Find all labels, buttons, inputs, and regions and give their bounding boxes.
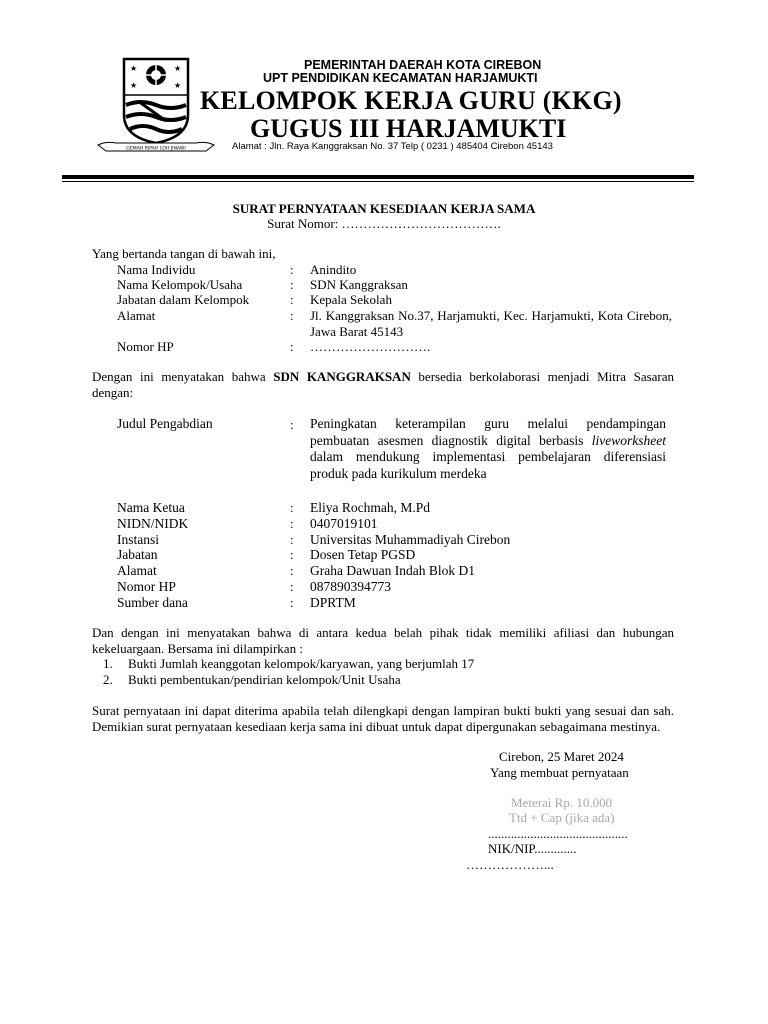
- colon: :: [290, 500, 294, 515]
- ttd-note: Ttd + Cap (jika ada): [509, 810, 615, 825]
- team-value: Dosen Tetap PGSD: [310, 547, 416, 562]
- nik-dots: ………………...: [466, 857, 554, 872]
- place-date: Cirebon, 25 Maret 2024: [499, 749, 624, 764]
- attachment-number: 2.: [103, 672, 113, 687]
- svg-text:★: ★: [130, 81, 138, 90]
- materai-note: Meterai Rp. 10.000: [511, 795, 613, 810]
- colon: :: [290, 516, 294, 531]
- team-label: NIDN/NIDK: [117, 516, 189, 531]
- colon: :: [290, 339, 294, 354]
- team-value: 0407019101: [310, 516, 378, 531]
- document-number: Surat Nomor: ……………………………….: [267, 216, 501, 231]
- closing-paragraph: Surat pernyataan ini dapat diterima apabila telah dilengkapi dengan lampiran bukti bukti yang sesuai dan sah. Demikian surat pernyataan kesediaan kerja sama ini dibuat untuk dapat dipergunakan sebagaimana mestinya.: [92, 703, 674, 734]
- party-label: Nama Individu: [117, 262, 196, 277]
- party-label: Nomor HP: [117, 339, 174, 354]
- team-label: Instansi: [117, 532, 159, 547]
- team-label: Nomor HP: [117, 579, 176, 594]
- party-value: ……………………….: [310, 339, 431, 354]
- svg-text:★: ★: [174, 64, 182, 73]
- team-value: Graha Dawuan Indah Blok D1: [310, 563, 475, 578]
- team-value: Universitas Muhammadiyah Cirebon: [310, 532, 511, 547]
- signature-line: ...........................................: [488, 826, 628, 841]
- colon: :: [290, 308, 294, 323]
- team-value: 087890394773: [310, 579, 391, 594]
- header-divider-thin: [62, 181, 694, 182]
- team-value: DPRTM: [310, 595, 356, 610]
- letterhead-gugus: GUGUS III HARJAMUKTI: [250, 114, 567, 143]
- school-name: SDN KANGGRAKSAN: [273, 369, 411, 384]
- project-title: Peningkatan keterampilan guru melalui pendampingan pembuatan asesmen diagnostik digital berbasis liveworksheet dalam mendukung implementasi pembelajaran diferensiasi produk pada kurikulum merdeka: [310, 416, 666, 481]
- colon: :: [290, 417, 294, 432]
- party-label: Nama Kelompok/Usaha: [117, 277, 243, 292]
- nik-field: NIK/NIP.............: [488, 841, 577, 856]
- letterhead-government: PEMERINTAH DAERAH KOTA CIREBON: [304, 58, 542, 72]
- team-label: Jabatan: [117, 547, 158, 562]
- colon: :: [290, 595, 294, 610]
- attachment-number: 1.: [103, 656, 113, 671]
- party-value: Anindito: [310, 262, 357, 277]
- letterhead-address: Alamat : Jln. Raya Kanggraksan No. 37 Telp ( 0231 ) 485404 Cirebon 45143: [232, 141, 553, 152]
- header-divider-thick: [62, 175, 694, 179]
- party-label: Alamat: [117, 308, 156, 323]
- colon: :: [290, 547, 294, 562]
- attachment-text: Bukti pembentukan/pendirian kelompok/Unit Usaha: [128, 672, 401, 687]
- colon: :: [290, 262, 294, 277]
- attachment-text: Bukti Jumlah keanggotan kelompok/karyawan, yang berjumlah 17: [128, 656, 475, 671]
- svg-text:★: ★: [130, 64, 138, 73]
- party-value: Kepala Sekolah: [310, 292, 392, 307]
- party-value: Jl. Kanggraksan No.37, Harjamukti, Kec. Harjamukti, Kota Cirebon, Jawa Barat 45143: [310, 308, 672, 339]
- team-label: Alamat: [117, 563, 157, 578]
- letterhead-kkg: KELOMPOK KERJA GURU (KKG): [200, 86, 622, 115]
- signature-maker: Yang membuat pernyataan: [490, 765, 629, 780]
- team-value: Eliya Rochmah, M.Pd: [310, 500, 430, 515]
- city-emblem-logo: [96, 55, 216, 155]
- project-label: Judul Pengabdian: [117, 416, 213, 431]
- logo-motto: GEMAH RIPAH LOH JINAWI: [126, 146, 186, 152]
- affiliation-paragraph: Dan dengan ini menyatakan bahwa di antara kedua belah pihak tidak memiliki afiliasi dan hubungan kekeluargaan. Bersama ini dilampirkan :: [92, 625, 674, 656]
- svg-text:★: ★: [174, 81, 182, 90]
- team-label: Sumber dana: [117, 595, 188, 610]
- party-label: Jabatan dalam Kelompok: [117, 292, 250, 307]
- party-value: SDN Kanggraksan: [310, 277, 408, 292]
- colon: :: [290, 532, 294, 547]
- document-title: SURAT PERNYATAAN KESEDIAAN KERJA SAMA: [232, 201, 536, 216]
- colon: :: [290, 277, 294, 292]
- letterhead-upt: UPT PENDIDIKAN KECAMATAN HARJAMUKTI: [263, 71, 538, 85]
- team-label: Nama Ketua: [117, 500, 185, 515]
- statement-paragraph: Dengan ini menyatakan bahwa SDN KANGGRAKSAN bersedia berkolaborasi menjadi Mitra Sasaran dengan:: [92, 369, 675, 400]
- colon: :: [290, 579, 294, 594]
- colon: :: [290, 292, 294, 307]
- colon: :: [290, 563, 294, 578]
- intro-text: Yang bertanda tangan di bawah ini,: [92, 246, 276, 261]
